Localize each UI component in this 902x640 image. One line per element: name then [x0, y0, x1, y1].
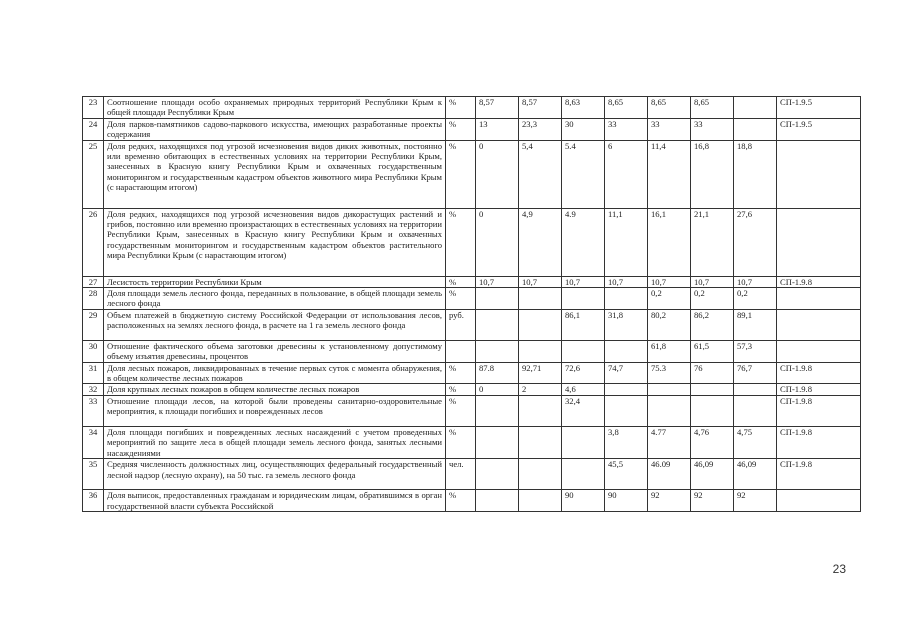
value-cell: 57,3 — [734, 340, 777, 362]
value-cell: 32,4 — [562, 395, 605, 426]
value-cell: 27,6 — [734, 208, 777, 276]
value-cell — [562, 426, 605, 458]
unit-cell: % — [446, 97, 476, 119]
value-cell: 10,7 — [562, 276, 605, 287]
value-cell: 21,1 — [691, 208, 734, 276]
table-row — [83, 118, 861, 140]
value-cell — [648, 395, 691, 426]
program-code: СП-1.9.8 — [777, 426, 861, 458]
unit-cell: % — [446, 118, 476, 140]
indicator-name: Лесистость территории Республики Крым — [104, 276, 446, 287]
value-cell: 92 — [648, 490, 691, 512]
value-cell — [476, 395, 519, 426]
value-cell: 5,4 — [519, 140, 562, 208]
value-cell: 0,2 — [648, 288, 691, 310]
value-cell: 18,8 — [734, 140, 777, 208]
table-row — [83, 140, 861, 208]
value-cell — [605, 384, 648, 395]
value-cell: 0,2 — [734, 288, 777, 310]
program-code: СП-1.9.8 — [777, 276, 861, 287]
value-cell: 61,5 — [691, 340, 734, 362]
indicator-name: Доля выписок, предоставленных гражданам и юридическим лицам, обратившимся в орган государственной власти субъекта Российской — [104, 490, 446, 512]
row-number: 34 — [83, 426, 104, 458]
value-cell: 89,1 — [734, 309, 777, 340]
unit-cell: % — [446, 288, 476, 310]
value-cell: 31,8 — [605, 309, 648, 340]
value-cell: 86,2 — [691, 309, 734, 340]
value-cell: 92,71 — [519, 362, 562, 384]
value-cell: 4,9 — [519, 208, 562, 276]
value-cell: 8,63 — [562, 97, 605, 119]
value-cell — [648, 384, 691, 395]
value-cell: 6 — [605, 140, 648, 208]
program-code — [777, 288, 861, 310]
indicator-name: Доля лесных пожаров, ликвидированных в течение первых суток с момента обнаружения, в общем количестве лесных пожаров — [104, 362, 446, 384]
unit-cell: чел. — [446, 459, 476, 490]
row-number: 30 — [83, 340, 104, 362]
program-code — [777, 140, 861, 208]
indicator-name: Соотношение площади особо охраняемых природных территорий Республики Крым к общей площади Республики Крым — [104, 97, 446, 119]
value-cell: 11,1 — [605, 208, 648, 276]
value-cell: 80,2 — [648, 309, 691, 340]
value-cell: 8,65 — [648, 97, 691, 119]
value-cell — [734, 395, 777, 426]
value-cell: 10,7 — [476, 276, 519, 287]
value-cell: 76 — [691, 362, 734, 384]
value-cell — [734, 118, 777, 140]
indicator-name: Отношение фактического объема заготовки древесины к установленному допустимому объему изъятия древесины, процентов — [104, 340, 446, 362]
indicator-name: Объем платежей в бюджетную систему Российской Федерации от использования лесов, расположенных на землях лесного фонда, в расчете на 1 га земель лесного фонда — [104, 309, 446, 340]
value-cell: 0,2 — [691, 288, 734, 310]
value-cell: 8,65 — [691, 97, 734, 119]
unit-cell: % — [446, 426, 476, 458]
value-cell: 8,57 — [476, 97, 519, 119]
unit-cell: % — [446, 395, 476, 426]
value-cell: 61,8 — [648, 340, 691, 362]
value-cell: 5.4 — [562, 140, 605, 208]
value-cell — [519, 340, 562, 362]
indicator-name: Доля площади земель лесного фонда, переданных в пользование, в общей площади земель лесного фонда — [104, 288, 446, 310]
value-cell — [519, 426, 562, 458]
table-row — [83, 490, 861, 512]
value-cell: 4,6 — [562, 384, 605, 395]
value-cell: 2 — [519, 384, 562, 395]
value-cell — [562, 340, 605, 362]
table-row — [83, 384, 861, 395]
indicator-name: Доля редких, находящихся под угрозой исчезновения видов дикорастущих растений и грибов, постоянно или временно произрастающих в естественных условиях на территории Республики Крым, занесенных в Красную книгу Республики Крым и охваченных государственным мониторингом и государственным кадастром объектов растительного мира Республики Крым (с нарастающим итогом) — [104, 208, 446, 276]
value-cell: 90 — [562, 490, 605, 512]
table-body — [83, 97, 861, 512]
value-cell: 0 — [476, 384, 519, 395]
row-number: 35 — [83, 459, 104, 490]
value-cell: 45,5 — [605, 459, 648, 490]
value-cell: 10,7 — [519, 276, 562, 287]
indicator-name: Доля редких, находящихся под угрозой исчезновения видов диких животных, постоянно или временно обитающих в естественных условиях на территории Республики Крым, занесенных в Красную книгу Республики Крым и охваченных государственным мониторингом и государственным кадастром объектов животного мира Республики Крым (с нарастающим итогом) — [104, 140, 446, 208]
unit-cell: % — [446, 362, 476, 384]
table-row — [83, 426, 861, 458]
value-cell: 8,57 — [519, 97, 562, 119]
row-number: 24 — [83, 118, 104, 140]
value-cell: 0 — [476, 140, 519, 208]
table-row — [83, 309, 861, 340]
value-cell — [605, 288, 648, 310]
value-cell: 33 — [605, 118, 648, 140]
value-cell: 92 — [734, 490, 777, 512]
value-cell: 23,3 — [519, 118, 562, 140]
value-cell: 33 — [691, 118, 734, 140]
row-number: 26 — [83, 208, 104, 276]
row-number: 27 — [83, 276, 104, 287]
value-cell: 0 — [476, 208, 519, 276]
value-cell: 10,7 — [648, 276, 691, 287]
value-cell — [519, 395, 562, 426]
value-cell — [734, 97, 777, 119]
value-cell: 11,4 — [648, 140, 691, 208]
page-number: 23 — [832, 562, 846, 576]
program-code: СП-1.9.5 — [777, 118, 861, 140]
unit-cell: % — [446, 276, 476, 287]
table-row — [83, 362, 861, 384]
value-cell: 92 — [691, 490, 734, 512]
indicator-name: Средняя численность должностных лиц, осуществляющих федеральный государственный лесной надзор (лесную охрану), на 50 тыс. га земель лесного фонда — [104, 459, 446, 490]
row-number: 33 — [83, 395, 104, 426]
value-cell: 13 — [476, 118, 519, 140]
table-row — [83, 395, 861, 426]
indicator-name: Доля парков-памятников садово-паркового искусства, имеющих разработанные проекты содержания — [104, 118, 446, 140]
unit-cell: % — [446, 208, 476, 276]
value-cell: 30 — [562, 118, 605, 140]
program-code — [777, 309, 861, 340]
program-code: СП-1.9.8 — [777, 459, 861, 490]
program-code: СП-1.9.8 — [777, 362, 861, 384]
program-code — [777, 208, 861, 276]
value-cell: 4,75 — [734, 426, 777, 458]
indicator-name: Отношение площади лесов, на которой были проведены санитарно-оздоровительные мероприятия, к площади погибших и поврежденных лесов — [104, 395, 446, 426]
row-number: 29 — [83, 309, 104, 340]
program-code: СП-1.9.8 — [777, 395, 861, 426]
value-cell: 4.9 — [562, 208, 605, 276]
value-cell: 33 — [648, 118, 691, 140]
value-cell: 46.09 — [648, 459, 691, 490]
value-cell — [476, 309, 519, 340]
value-cell: 10,7 — [605, 276, 648, 287]
table-row — [83, 288, 861, 310]
value-cell: 90 — [605, 490, 648, 512]
program-code — [777, 490, 861, 512]
unit-cell: % — [446, 140, 476, 208]
table-row — [83, 340, 861, 362]
value-cell — [519, 309, 562, 340]
value-cell — [476, 459, 519, 490]
value-cell: 86,1 — [562, 309, 605, 340]
value-cell: 46,09 — [691, 459, 734, 490]
indicator-name: Доля крупных лесных пожаров в общем количестве лесных пожаров — [104, 384, 446, 395]
value-cell — [605, 340, 648, 362]
value-cell: 74,7 — [605, 362, 648, 384]
row-number: 32 — [83, 384, 104, 395]
value-cell — [476, 426, 519, 458]
row-number: 23 — [83, 97, 104, 119]
unit-cell: руб. — [446, 309, 476, 340]
table-row — [83, 208, 861, 276]
value-cell — [734, 384, 777, 395]
value-cell: 87.8 — [476, 362, 519, 384]
value-cell — [691, 395, 734, 426]
program-code — [777, 340, 861, 362]
value-cell: 10,7 — [734, 276, 777, 287]
value-cell — [476, 288, 519, 310]
value-cell: 4,76 — [691, 426, 734, 458]
value-cell: 75.3 — [648, 362, 691, 384]
unit-cell: % — [446, 384, 476, 395]
value-cell: 3,8 — [605, 426, 648, 458]
unit-cell: % — [446, 490, 476, 512]
program-code: СП-1.9.8 — [777, 384, 861, 395]
value-cell — [476, 490, 519, 512]
row-number: 36 — [83, 490, 104, 512]
value-cell: 16,8 — [691, 140, 734, 208]
value-cell: 8,65 — [605, 97, 648, 119]
value-cell — [519, 490, 562, 512]
table-row — [83, 276, 861, 287]
program-code: СП-1.9.5 — [777, 97, 861, 119]
value-cell — [476, 340, 519, 362]
table-row — [83, 459, 861, 490]
value-cell: 4.77 — [648, 426, 691, 458]
value-cell: 46,09 — [734, 459, 777, 490]
row-number: 28 — [83, 288, 104, 310]
value-cell: 10,7 — [691, 276, 734, 287]
row-number: 31 — [83, 362, 104, 384]
value-cell — [519, 288, 562, 310]
value-cell — [562, 459, 605, 490]
table-row — [83, 97, 861, 119]
indicator-name: Доля площади погибших и поврежденных лесных насаждений с учетом проведенных мероприятий по защите леса в общей площади земель лесного фонда, занятых лесными насаждениями — [104, 426, 446, 458]
value-cell: 76,7 — [734, 362, 777, 384]
value-cell — [691, 384, 734, 395]
value-cell — [605, 395, 648, 426]
value-cell — [519, 459, 562, 490]
value-cell: 16,1 — [648, 208, 691, 276]
row-number: 25 — [83, 140, 104, 208]
unit-cell — [446, 340, 476, 362]
value-cell: 72,6 — [562, 362, 605, 384]
indicators-table — [82, 96, 861, 512]
value-cell — [562, 288, 605, 310]
